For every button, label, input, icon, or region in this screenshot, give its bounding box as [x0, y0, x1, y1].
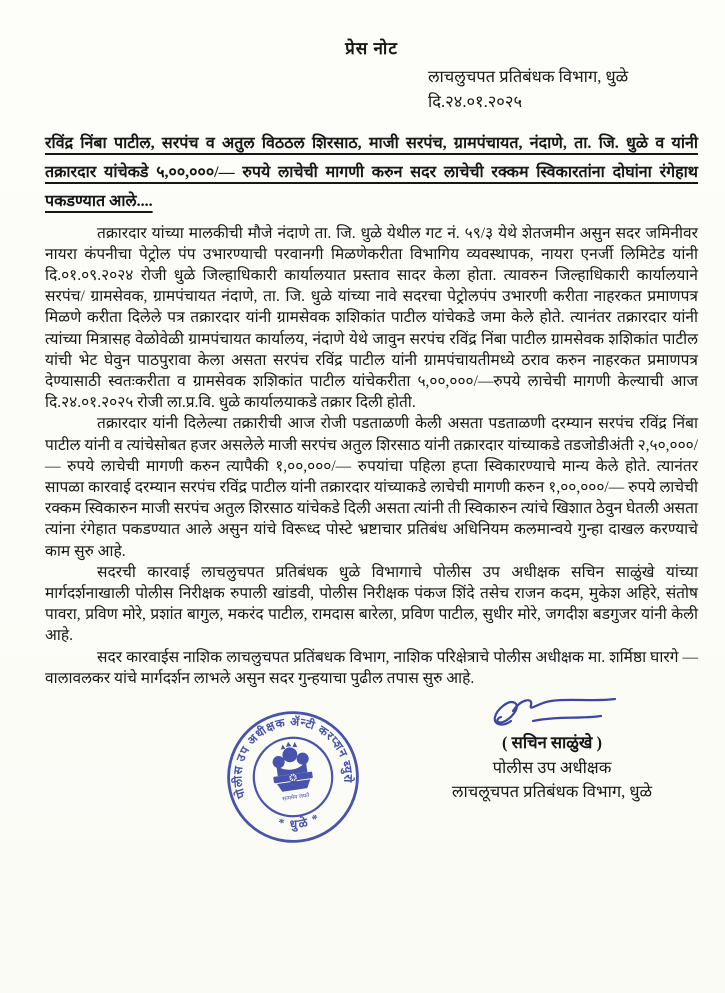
department-name: लाचलुचपत प्रतिबंधक विभाग, धुळे — [428, 67, 629, 86]
signatory-office: लाचलूचपत प्रतिबंधक विभाग, धुळे — [451, 782, 653, 802]
seal-bottom-text: * धुळे * — [276, 810, 324, 832]
headline-summary: रविंद्र निंबा पाटील, सरपंच व अतुल विठठल शिरसाठ, माजी सरपंच, ग्रामपंचायत, नंदाणे, ता. जि. धुळे व यांनी तक्रारदार यांचेकडे ५,००,०००/— रुपये लाचेची मागणी करुन सदर लाचेची रक्कम स्विकारतांना दोघांना रंगेहाथ पकडण्यात आले.... — [45, 134, 698, 210]
signature-area — [45, 689, 698, 925]
document-date: दि.२४.०१.२०२५ — [428, 91, 523, 111]
handwritten-signature — [477, 689, 627, 733]
signatory-designation: पोलीस उप अधीक्षक — [492, 757, 612, 777]
document-body — [45, 223, 698, 689]
seal-motto-text: सत्यमेव जयते — [282, 792, 310, 803]
paragraph-guidance-investigation: सदर कारवाईस नाशिक लाचलुचपत प्रतिंबधक विभाग, नाशिक परिक्षेत्राचे पोलीस अधीक्षक मा. शर्मिष्ठा घारगे — वालावलकर यांचे मार्गदर्शन लाभले असुन सदर गुन्हयाचा पुढील तपास सुरु आहे. — [45, 648, 698, 687]
letterhead-block — [428, 65, 698, 115]
seal-ring-text: पोलीस उप अधीक्षक ॲन्टी करप्शन ब्युरो — [231, 715, 355, 800]
ashoka-emblem-icon — [269, 739, 316, 803]
document-title: प्रेस नोट — [345, 39, 398, 58]
paragraph-trap-action: तक्रारदार यांनी दिलेल्या तक्रारीची आज रोजी पडताळणी केली असता पडताळणी दरम्यान सरपंच रविंद्र निंबा पाटील यांनी व त्यांचेसोबत हजर असलेले माजी सरपंच अतुल शिरसाठ यांनी तक्रारदार यांच्याकडे तडजोडीअंती २,५०,०००/— रुपये लाचेची मागणी करुन त्यापैकी १,००,०००/— रुपयांचा पहिला हप्ता स्विकारण्याचे मान्य केले होते. त्यानंतर सापळा कारवाई दरम्यान सरपंच रविंद्र पाटील यांनी तक्रारदार यांच्याकडे लाचेची मागणी करुन १,००,०००/— रुपये लाचेची रक्कम स्विकारुन माजी सरपंच अतुल शिरसाठ यांचेकडे दिली असता त्यांनी ती स्विकारुन त्यांचे खिशात ठेवुन घेतली असता त्यांना रंगेहात पकडण्यात आले असुन यांचे विरूध्द पोस्टे भ्रष्टाचार प्रतिबंध अधिनियम कलमान्वये गुन्हा दाखल करण्याचे काम सुरु आहे. — [45, 415, 699, 560]
paragraph-action-team: सदरची कारवाई लाचलुचपत प्रतिबंधक धुळे विभागाचे पोलीस उप अधीक्षक सचिन साळुंखे यांच्या मार्गदर्शनाखाली पोलीस निरीक्षक रुपाली खांडवी, पोलीस निरीक्षक पंकज शिंदे तसेच राजन कदम, मुकेश अहिरे, संतोष पावरा, प्रविण मोरे, प्रशांत बागुल, मकरंद पाटील, रामदास बारेला, प्रविण पाटील, सुधीर मोरे, जगदीश बडगुजर यांनी केली आहे. — [45, 563, 698, 645]
signature-block — [402, 689, 702, 805]
signatory-name: ( सचिन साळुंखे ) — [502, 732, 602, 752]
office-seal-stamp — [214, 696, 373, 858]
paragraph-complaint-background: तक्रारदार यांच्या मालकीची मौजे नंदाणे ता. जि. धुळे येथील गट नं. ५९/३ येथे शेतजमीन असुन सदर जमिनीवर नायरा कंपनीचा पेट्रोल पंप उभारण्याची परवानगी मिळणेकरीता विभागिय व्यवस्थापक, नायरा एनर्जी लिमिटेड यांनी दि.०१.०९.२०२४ रोजी धुळे जिल्हाधिकारी कार्यालयात प्रस्ताव सादर केला होता. त्यावरुन जिल्हाधिकारी कार्यालयाने सरपंच/ ग्रामसेवक, ग्रामपंचायत नंदाणे, ता. जि. धुळे यांच्या नावे सदरचा पेट्रोलपंप उभारणी करीता नाहरकत प्रमाणपत्र मिळणे करीता दिलेले पत्र तक्रारदार यांनी ग्रामसेवक शशिकांत पाटील यांचेकडे जमा केले होते. त्यानंतर तक्रारदार यांनी त्यांच्या मित्रासह वेळोवेळी ग्रामपंचायत कार्यालय, नंदाणे येथे जावुन सरपंच रविंद्र निंबा पाटील ग्रामसेवक शशिकांत पाटील यांची भेट घेवुन पाठपुरावा केला असता सरपंच रविंद्र पाटील यांनी ग्रामपंचायतीमध्ये ठराव करुन नाहरकत प्रमाणपत्र देण्यासाठी स्वतःकरीता व ग्रामसेवक शशिकांत पाटील यांचेकरीता ५,००,०००/—रुपये लाचेची मागणी केल्याची आज दि.२४.०१.२०२५ रोजी ला.प्र.वि. धुळे कार्यालयाकडे तक्रार दिली होती. — [45, 224, 698, 412]
svg-text:* धुळे * — [275, 809, 324, 835]
